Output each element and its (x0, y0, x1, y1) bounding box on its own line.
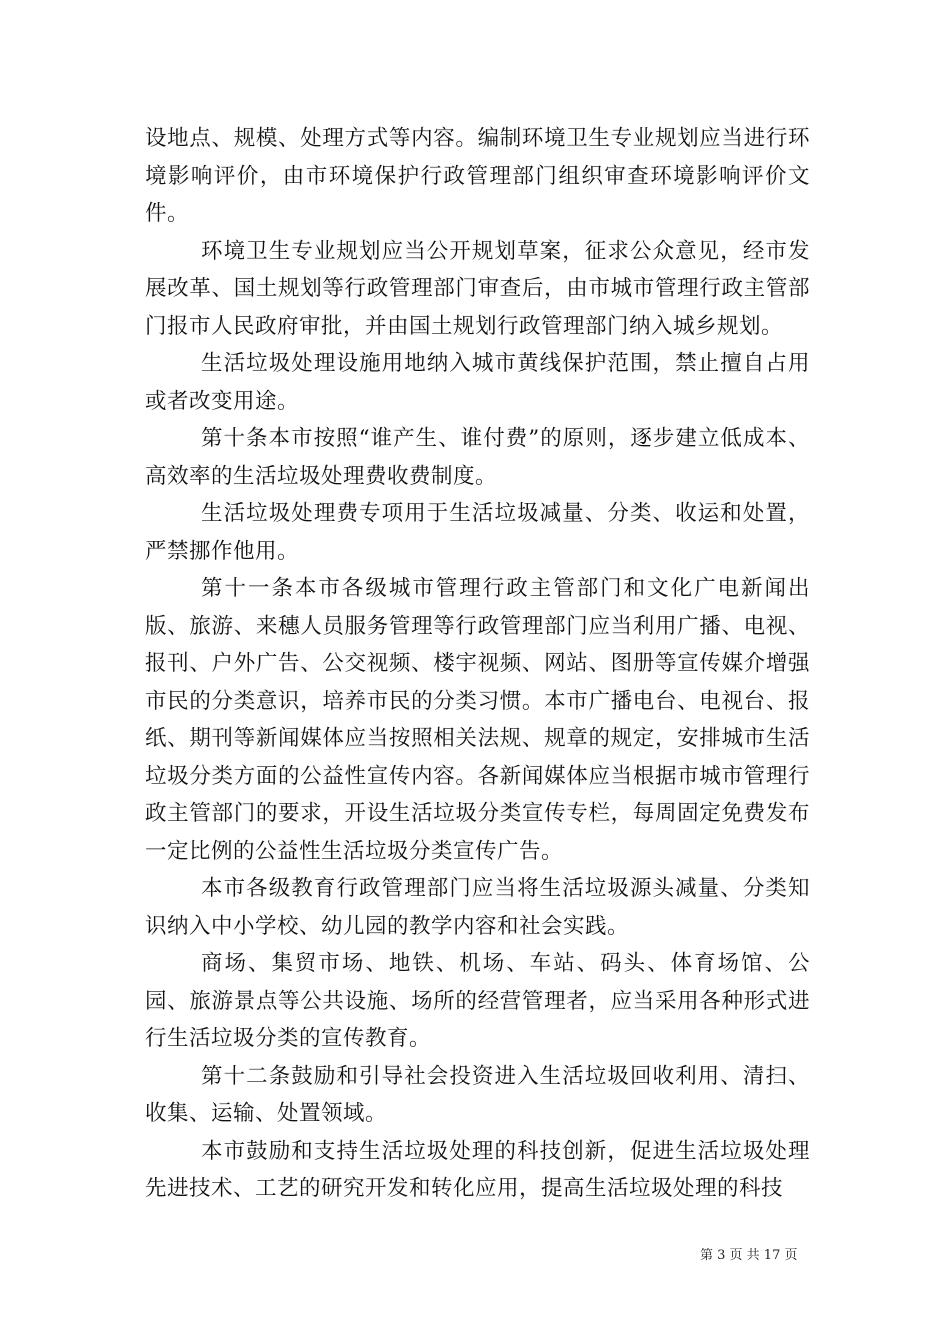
page-number-footer: 第 3 页 共 17 页 (700, 1248, 798, 1263)
paragraph: 生活垃圾处理费专项用于生活垃圾减量、分类、收运和处置，严禁挪作他用。 (145, 501, 810, 564)
paragraph: 环境卫生专业规划应当公开规划草案，征求公众意见，经市发展改革、国土规划等行政管理部门审查后，由市城市管理行政主管部门报市人民政府审批，并由国土规划行政管理部门纳入城乡规划。 (145, 238, 810, 339)
paragraph-article-11: 第十一条本市各级城市管理行政主管部门和文化广电新闻出版、旅游、来穗人员服务管理等行政管理部门应当利用广播、电视、报刊、户外广告、公交视频、楼宇视频、网站、图册等宣传媒介增强市民的分类意识，培养市民的分类习惯。本市广播电台、电视台、报纸、期刊等新闻媒体应当按照相关法规、规章的规定，安排城市生活垃圾分类方面的公益性宣传内容。各新闻媒体应当根据市城市管理行政主管部门的要求，开设生活垃圾分类宣传专栏，每周固定免费发布一定比例的公益性生活垃圾分类宣传广告。 (145, 576, 810, 864)
paragraph: 商场、集贸市场、地铁、机场、车站、码头、体育场馆、公园、旅游景点等公共设施、场所的经营管理者，应当采用各种形式进行生活垃圾分类的宣传教育。 (145, 951, 810, 1051)
paragraph: 本市各级教育行政管理部门应当将生活垃圾源头减量、分类知识纳入中小学校、幼儿园的教学内容和社会实践。 (145, 876, 810, 939)
paragraph-article-10: 第十条本市按照“谁产生、谁付费”的原则，逐步建立低成本、高效率的生活垃圾处理费收费制度。 (145, 426, 810, 489)
paragraph: 生活垃圾处理设施用地纳入城市黄线保护范围，禁止擅自占用或者改变用途。 (145, 351, 810, 414)
paragraph-continuation: 设地点、规模、处理方式等内容。编制环境卫生专业规划应当进行环境影响评价，由市环境保护行政管理部门组织审查环境影响评价文件。 (145, 126, 810, 226)
paragraph: 本市鼓励和支持生活垃圾处理的科技创新，促进生活垃圾处理先进技术、工艺的研究开发和转化应用，提高生活垃圾处理的科技 (145, 1138, 810, 1201)
document-body (145, 120, 810, 1208)
paragraph-article-12: 第十二条鼓励和引导社会投资进入生活垃圾回收利用、清扫、收集、运输、处置领域。 (145, 1063, 810, 1126)
